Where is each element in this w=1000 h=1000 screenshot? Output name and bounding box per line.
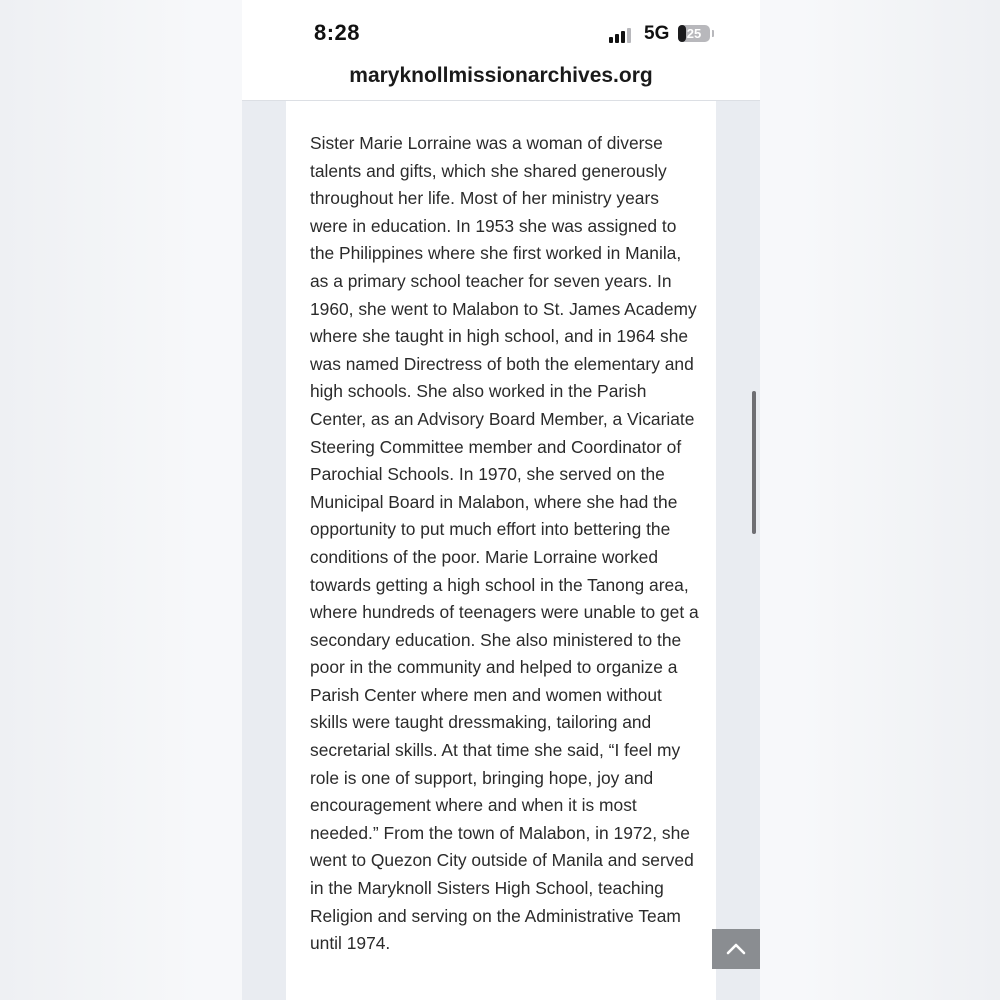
scrollbar[interactable] — [752, 391, 756, 534]
phone-screen — [242, 0, 760, 1000]
status-time: 8:28 — [314, 20, 361, 45]
battery-nub — [712, 30, 714, 37]
cellular-signal-icon — [609, 25, 633, 43]
back-to-top-button[interactable] — [712, 929, 760, 969]
address-bar[interactable] — [242, 58, 760, 101]
status-bar — [242, 0, 760, 58]
battery-level-text: 25 — [686, 26, 702, 41]
url-text[interactable]: maryknollmissionarchives.org — [349, 64, 653, 87]
network-type: 5G — [644, 23, 670, 44]
battery-level — [678, 25, 710, 42]
article-body: Sister Marie Lorraine was a woman of diverse talents and gifts, which she shared generously throughout her life. Most of her ministry years were in education. In 1953 she was assigned to the Philippines where she first worked in Manila, as a primary school teacher for seven years. In 1960, she went to Malabon to St. James Academy where she taught in high school, and in 1964 she was named Directress of both the elementary and high schools. She also worked in the Parish Center, as an Advisory Board Member, a Vicariate Steering Committee member and Coordinator of Parochial Schools. In 1970, she served on the Municipal Board in Malabon, where she had the opportunity to put much effort into bettering the conditions of the poor. Marie Lorraine worked towards getting a high school in the Tanong area, where hundreds of teenagers were unable to get a secondary education. She also ministered to the poor in the community and helped to organize a Parish Center where men and women without skills were taught dressmaking, tailoring and secretarial skills. At that time she said, “I feel my role is one of support, bringing hope, joy and encouragement where and when it is most needed.” From the town of Malabon, in 1972, she went to Quezon City outside of Manila and served in the Maryknoll Sisters High School, teaching Religion and serving on the Administrative Team until 1974. — [310, 133, 699, 954]
article-card — [286, 101, 716, 1000]
chevron-up-icon — [726, 941, 746, 955]
